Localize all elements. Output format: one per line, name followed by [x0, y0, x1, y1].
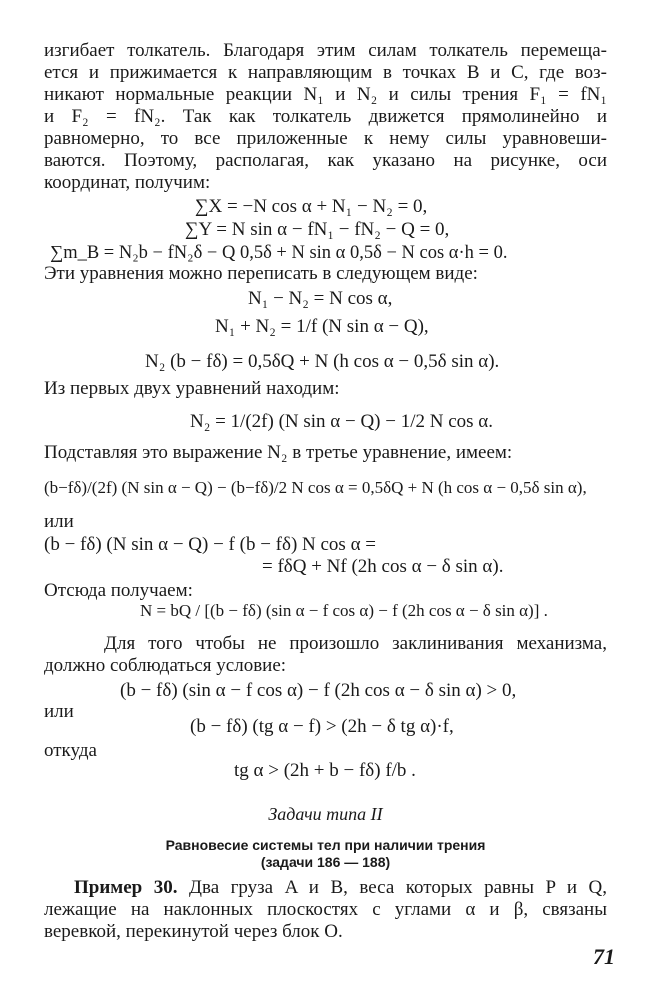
- text-line: или: [44, 511, 74, 532]
- equation: tg α > (2h + b − fδ) f/b .: [234, 760, 416, 781]
- equation: ∑Y = N sin α − fN₁ − fN₂ − Q = 0,: [185, 219, 450, 240]
- text-line: должно соблюдаться условие:: [44, 655, 287, 676]
- text-line: никают нормальные реакции N₁ и N₂ и силы трения F₁ = fN₁: [44, 84, 607, 105]
- text-line: или: [44, 701, 74, 722]
- text-line: лежащие на наклонных плоскостях с углами α и β, связаны: [44, 899, 607, 920]
- equation: (b−fδ)/(2f) (N sin α − Q) − (b−fδ)/2 N cos α = 0,5δQ + N (h cos α − 0,5δ sin α),: [44, 478, 587, 497]
- text-line: Из первых двух уравнений находим:: [44, 378, 340, 399]
- text-line: координат, получим:: [44, 172, 211, 193]
- equation: N₁ + N₂ = 1/f (N sin α − Q),: [215, 316, 429, 337]
- equation: N₂ = 1/(2f) (N sin α − Q) − 1/2 N cos α.: [190, 411, 494, 432]
- example-line: [74, 877, 607, 899]
- equation: N₁ − N₂ = N cos α,: [248, 288, 393, 309]
- example-text: Два груза A и B, веса которых равны P и Q,: [177, 877, 607, 898]
- text-line: ется и прижимается к направляющим в точках B и C, где воз-: [44, 62, 607, 83]
- example-label: Пример 30.: [74, 877, 178, 898]
- section-subtitle: Равновесие системы тел при наличии трения: [165, 837, 486, 853]
- equation: ∑m_B = N₂b − fN₂δ − Q 0,5δ + N sin α 0,5δ − N cos α·h = 0.: [50, 243, 508, 263]
- equation: (b − fδ) (tg α − f) > (2h − δ tg α)·f,: [190, 716, 454, 737]
- equation: (b − fδ) (sin α − f cos α) − f (2h cos α − δ sin α) > 0,: [120, 680, 517, 701]
- equation: = fδQ + Nf (2h cos α − δ sin α).: [262, 556, 504, 577]
- text-line: Отсюда получаем:: [44, 580, 193, 601]
- page-number: 71: [593, 944, 615, 969]
- text-line: Эти уравнения можно переписать в следующем виде:: [44, 263, 478, 284]
- text-line: Подставляя это выражение N₂ в третье уравнение, имеем:: [44, 442, 513, 463]
- text-line: равномерно, то все приложенные к нему силы уравновеши-: [44, 128, 607, 149]
- text-line: веревкой, перекинутой через блок O.: [44, 921, 343, 942]
- equation: ∑X = −N cos α + N₁ − N₂ = 0,: [195, 196, 428, 217]
- text-line: и F₂ = fN₂. Так как толкатель движется прямолинейно и: [44, 106, 607, 127]
- text-line: изгибает толкатель. Благодаря этим силам толкатель перемеща-: [44, 40, 607, 61]
- section-range: (задачи 186 — 188): [260, 854, 391, 870]
- equation: N = bQ / [(b − fδ) (sin α − f cos α) − f (2h cos α − δ sin α)] .: [140, 601, 548, 620]
- text-line: откуда: [44, 740, 97, 761]
- equation: (b − fδ) (N sin α − Q) − f (b − fδ) N cos α =: [44, 534, 376, 555]
- equation: N₂ (b − fδ) = 0,5δQ + N (h cos α − 0,5δ sin α).: [145, 351, 500, 372]
- section-title: Задачи типа II: [268, 804, 383, 824]
- text-line: ваются. Поэтому, располагая, как указано на рисунке, оси: [44, 150, 607, 171]
- text-line: Для того чтобы не произошло заклинивания механизма,: [104, 633, 607, 654]
